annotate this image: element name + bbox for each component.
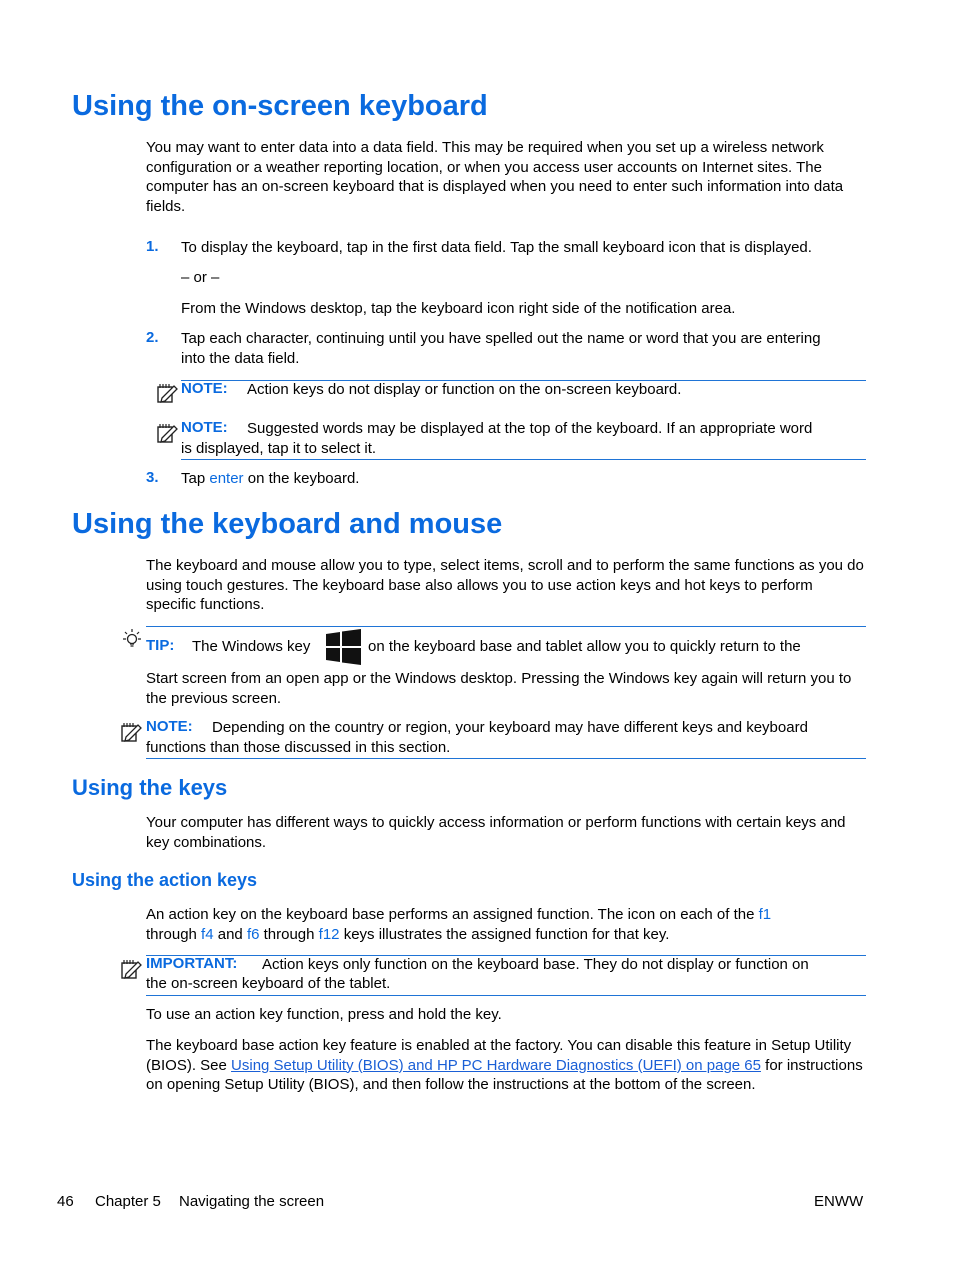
alternate-step-text: From the Windows desktop, tap the keyboard icon right side of the notification area. (181, 300, 736, 317)
tip-label: TIP: (146, 637, 175, 654)
heading-action-keys: Using the action keys (72, 870, 258, 890)
heading-using-keys: Using the keys (72, 775, 228, 800)
important-text: Action keys only function on the keyboard base. They do not display or function on (262, 956, 809, 973)
bios-para: The keyboard base action key feature is enabled at the factory. You can disable this feature in Setup Utility (BIOS). See Using Setup Utility (BIOS) and HP PC Hardware Diagnostics (UEFI) on page 65 for instructions on opening Setup Utility (BIOS), and then follow the instructions at the bottom of the screen. (146, 1037, 863, 1093)
heading-onscreen-keyboard: Using the on-screen keyboard (72, 90, 488, 122)
keyboard-mouse-intro: The keyboard and mouse allow you to type, select items, scroll and to perform the same functions as you do using touch gestures. The keyboard base also allows you to use action keys and hot keys to perform specific functions. (146, 557, 864, 613)
setup-utility-link[interactable]: Using Setup Utility (BIOS) and HP PC Hardware Diagnostics (UEFI) on page 65 (231, 1056, 761, 1074)
note-label: NOTE: (146, 718, 193, 735)
note-icon (120, 958, 144, 980)
or-separator: – or – (181, 269, 220, 286)
note-text-continued: functions than those discussed in this section. (146, 739, 451, 756)
note-text: Depending on the country or region, your keyboard may have different keys and keyboard (212, 719, 808, 736)
heading-keyboard-and-mouse: Using the keyboard and mouse (72, 508, 503, 540)
footer-chapter-title: Navigating the screen (179, 1193, 325, 1210)
note-label: NOTE: (181, 380, 228, 397)
key-f6: f6 (246, 925, 260, 943)
step-number: 2. (146, 329, 159, 346)
using-keys-intro: Your computer has different ways to quickly access information or perform functions with certain keys and key combinations. (146, 814, 846, 851)
tip-continuation: Start screen from an open app or the Windows desktop. Pressing the Windows key again will return you to the previous screen. (146, 670, 852, 707)
footer-enww: ENWW (814, 1193, 864, 1210)
key-f1: f1 (758, 906, 772, 923)
footer-chapter: Chapter 5 (95, 1193, 161, 1210)
step-number: 3. (146, 469, 159, 486)
enter-key-label: enter (209, 470, 244, 487)
step-text: Tap enter on the keyboard. (181, 470, 360, 487)
note-icon (120, 721, 144, 743)
note-bottom-rule (146, 758, 866, 759)
note-label: NOTE: (181, 419, 228, 436)
important-label: IMPORTANT: (146, 955, 238, 972)
step-text: To display the keyboard, tap in the first data field. Tap the small keyboard icon that is displayed. (181, 239, 812, 256)
note-icon (156, 382, 180, 404)
note-text-continued: is displayed, tap it to select it. (181, 440, 377, 457)
page-number: 46 (57, 1193, 74, 1210)
tip-top-rule (146, 626, 866, 627)
step-text: Tap each character, continuing until you have spelled out the name or word that you are entering into the data field. (181, 330, 821, 367)
tip-text: The Windows key (192, 638, 311, 655)
lightbulb-icon (120, 628, 144, 652)
key-f4: f4 (201, 925, 214, 943)
note-text: Action keys do not display or function on the on-screen keyboard. (247, 381, 682, 398)
tip-text-after-icon: on the keyboard base and tablet allow you to quickly return to the (368, 638, 801, 655)
important-bottom-rule (146, 995, 866, 996)
action-keys-para: An action key on the keyboard base performs an assigned function. The icon on each of the f1 through f4 and f6 through f12 keys illustrates the assigned function for that key. (146, 906, 772, 943)
onscreen-keyboard-intro: You may want to enter data into a data field. This may be required when you set up a wireless network configuration or a weather reporting location, or when you access user accounts on Internet sites. The computer has an on-screen keyboard that is displayed when you need to enter such information into data fields. (146, 139, 844, 215)
windows-key-icon (325, 628, 362, 666)
note-bottom-rule (181, 459, 866, 460)
important-text-continued: the on-screen keyboard of the tablet. (146, 975, 391, 992)
action-key-usage: To use an action key function, press and hold the key. (146, 1006, 502, 1023)
step-number: 1. (146, 238, 159, 255)
key-f12: f12 (318, 925, 340, 943)
note-text: Suggested words may be displayed at the top of the keyboard. If an appropriate word (247, 420, 813, 437)
note-icon (156, 422, 180, 444)
